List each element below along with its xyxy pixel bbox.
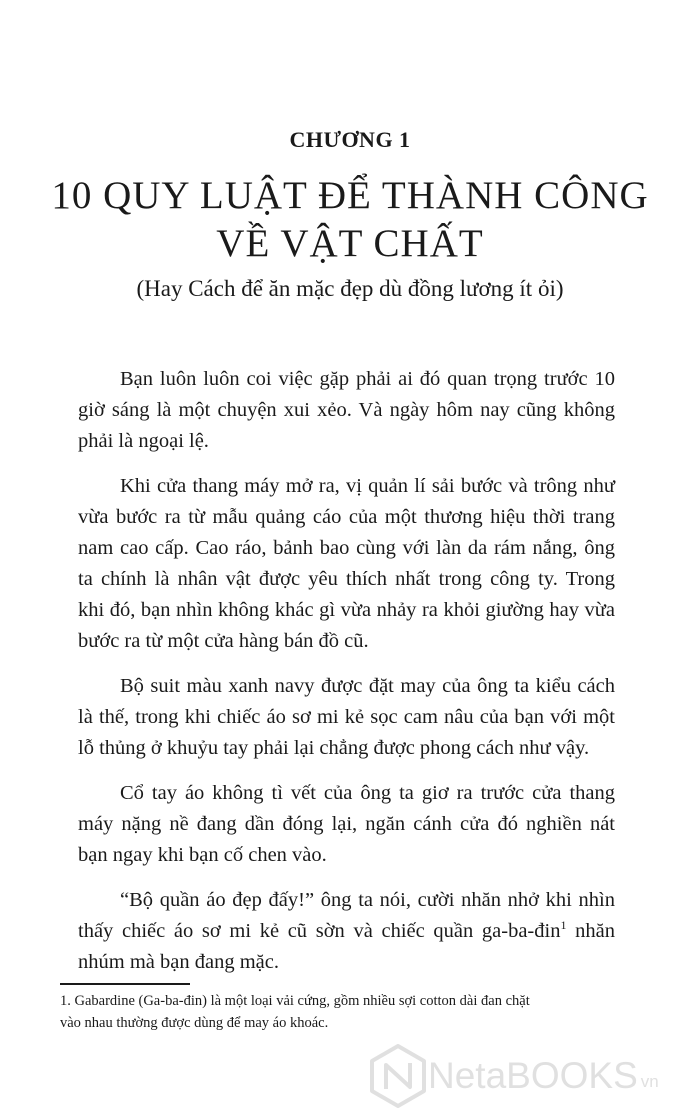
- footnote-line: vào nhau thường được dùng để may áo khoác.: [60, 1015, 329, 1031]
- footnote-line: 1. Gabardine (Ga-ba-đin) là một loại vải cứng, gồm nhiều sợi cotton dài đan chặt: [60, 993, 530, 1009]
- paragraph: [78, 885, 615, 978]
- text-line: ta chính là nhân vật được yêu thích nhất trong công ty. Trong: [78, 568, 615, 590]
- text-line: vừa bước ra từ mẫu quảng cáo của một thương hiệu thời trang: [78, 506, 615, 528]
- watermark-suffix: vn: [640, 1072, 659, 1091]
- chapter-title-line: VỀ VẬT CHẤT: [216, 222, 484, 265]
- text-line: nhúm mà bạn đang mặc.: [78, 951, 279, 973]
- watermark: [368, 1043, 659, 1109]
- footnote-reference[interactable]: 1: [560, 918, 567, 933]
- text-line: là thế, trong khi chiếc áo sơ mi kẻ sọc cam nâu của bạn với một: [78, 706, 615, 728]
- footnote: [60, 990, 530, 1034]
- text-line: nam cao cấp. Cao ráo, bảnh bao cùng với làn da rám nắng, ông: [78, 537, 615, 559]
- text-line: [78, 916, 615, 947]
- text-line: phải là ngoại lệ.: [78, 430, 209, 452]
- paragraph: [78, 471, 615, 657]
- chapter-title: [0, 172, 700, 268]
- paragraph: [78, 671, 615, 764]
- text-segment: nhăn: [566, 920, 615, 942]
- text-segment: thấy chiếc áo sơ mi kẻ cũ sờn và chiếc quần ga-ba-đin: [78, 920, 561, 942]
- paragraph: [78, 778, 615, 871]
- text-line: Bạn luôn luôn coi việc gặp phải ai đó quan trọng trước 10: [120, 368, 615, 390]
- watermark-brand: NetaBOOKS: [428, 1055, 638, 1096]
- body-text: [78, 364, 615, 992]
- text-line: máy nặng nề đang dần đóng lại, ngăn cánh cửa đó nghiền nát: [78, 813, 615, 835]
- text-line: giờ sáng là một chuyện xui xẻo. Và ngày hôm nay cũng không: [78, 399, 615, 421]
- text-line: lỗ thủng ở khuỷu tay phải lại chẳng được phong cách như vậy.: [78, 737, 590, 759]
- footnote-divider: [60, 983, 190, 985]
- text-line: Cổ tay áo không tì vết của ông ta giơ ra trước cửa thang: [120, 782, 615, 804]
- netabooks-logo-icon: [368, 1043, 428, 1109]
- text-line: Khi cửa thang máy mở ra, vị quản lí sải bước và trông như: [120, 475, 615, 497]
- text-line: Bộ suit màu xanh navy được đặt may của ông ta kiểu cách: [120, 675, 615, 697]
- chapter-subtitle: (Hay Cách để ăn mặc đẹp dù đồng lương ít ỏi): [136, 276, 564, 301]
- chapter-title-line: 10 QUY LUẬT ĐỂ THÀNH CÔNG: [51, 174, 649, 217]
- paragraph: [78, 364, 615, 457]
- text-line: bước ra từ một cửa hàng bán đồ cũ.: [78, 630, 369, 652]
- text-line: “Bộ quần áo đẹp đấy!” ông ta nói, cười nhăn nhở khi nhìn: [120, 889, 615, 911]
- chapter-label: CHƯƠNG 1: [289, 127, 411, 152]
- text-line: bạn ngay khi bạn cố chen vào.: [78, 844, 327, 866]
- text-line: khi đó, bạn nhìn không khác gì vừa nhảy ra khỏi giường hay vừa: [78, 599, 615, 621]
